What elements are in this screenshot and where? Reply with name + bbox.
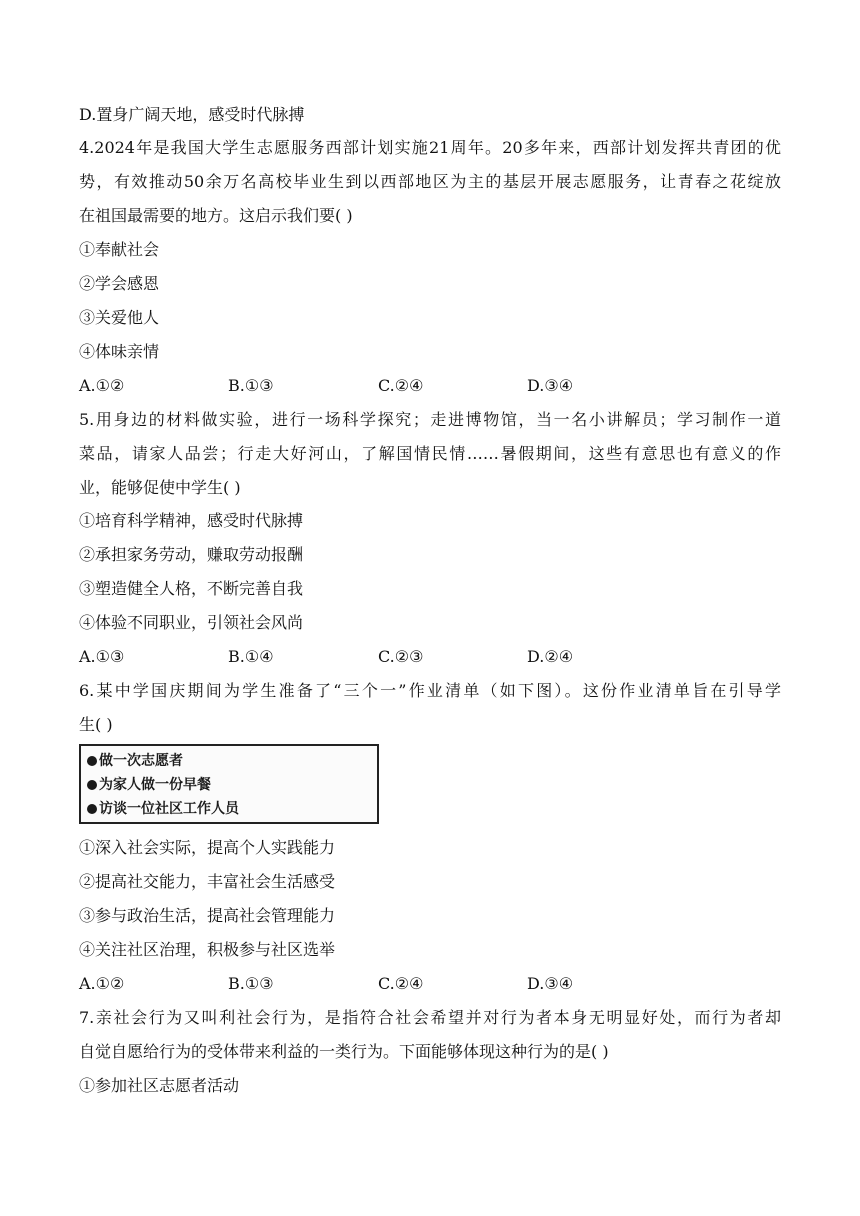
q4-choice-c: C.②④ [378, 376, 424, 395]
q6-item-2: ②提高社交能力，丰富社会生活感受 [79, 872, 336, 891]
q6-stem-line-1: 6.某中学国庆期间为学生准备了“三个一”作业清单（如下图）。这份作业清单旨在引导学 [79, 681, 781, 700]
q5-choice-a: A.①③ [79, 647, 125, 666]
bullet-icon [87, 780, 97, 790]
q4-item-1: ①奉献社会 [79, 240, 160, 259]
q6-choice-a: A.①② [79, 974, 125, 993]
figure-item: 为家人做一份早餐 [87, 776, 211, 794]
q3-option-d: D.置身广阔天地，感受时代脉搏 [79, 105, 305, 124]
homework-list-figure [79, 744, 379, 824]
q5-stem-line-3: 业，能够促使中学生( ) [79, 478, 241, 497]
bullet-icon [87, 804, 97, 814]
q6-choice-d: D.③④ [527, 974, 574, 993]
q5-item-3: ③塑造健全人格，不断完善自我 [79, 579, 304, 598]
q4-choice-b: B.①③ [228, 376, 274, 395]
q6-item-1: ①深入社会实际，提高个人实践能力 [79, 838, 336, 857]
q4-choice-a: A.①② [79, 376, 125, 395]
q6-item-4: ④关注社区治理，积极参与社区选举 [79, 940, 336, 959]
q7-stem-line-2: 自觉自愿给行为的受体带来利益的一类行为。下面能够体现这种行为的是( ) [79, 1042, 609, 1061]
bullet-icon [87, 756, 97, 766]
q4-stem-line-3: 在祖国最需要的地方。这启示我们要( ) [79, 206, 353, 225]
q6-stem-line-2: 生( ) [79, 715, 113, 734]
q4-stem-line-2: 势，有效推动50余万名高校毕业生到以西部地区为主的基层开展志愿服务，让青春之花绽放 [79, 172, 781, 191]
q5-choice-b: B.①④ [228, 647, 274, 666]
q5-stem-line-1: 5.用身边的材料做实验，进行一场科学探究；走进博物馆，当一名小讲解员；学习制作一道 [79, 410, 781, 429]
q4-item-4: ④体味亲情 [79, 342, 160, 361]
q6-item-3: ③参与政治生活，提高社会管理能力 [79, 906, 336, 925]
q5-choice-c: C.②③ [378, 647, 424, 666]
q5-item-1: ①培育科学精神，感受时代脉搏 [79, 511, 304, 530]
q7-item-1: ①参加社区志愿者活动 [79, 1076, 240, 1095]
q4-choice-d: D.③④ [527, 376, 574, 395]
q5-item-4: ④体验不同职业，引领社会风尚 [79, 613, 304, 632]
q4-item-2: ②学会感恩 [79, 274, 160, 293]
q4-stem-line-1: 4.2024年是我国大学生志愿服务西部计划实施21周年。20多年来，西部计划发挥共青团的优 [79, 138, 781, 157]
q5-choice-d: D.②④ [527, 647, 574, 666]
figure-item: 做一次志愿者 [87, 752, 183, 770]
q4-item-3: ③关爱他人 [79, 308, 160, 327]
q5-stem-line-2: 菜品，请家人品尝；行走大好河山，了解国情民情……暑假期间，这些有意思也有意义的作 [79, 444, 781, 463]
q6-choice-b: B.①③ [228, 974, 274, 993]
figure-item: 访谈一位社区工作人员 [87, 800, 239, 818]
q6-choice-c: C.②④ [378, 974, 424, 993]
q7-stem-line-1: 7.亲社会行为又叫利社会行为，是指符合社会希望并对行为者本身无明显好处，而行为者却 [79, 1008, 781, 1027]
q5-item-2: ②承担家务劳动，赚取劳动报酬 [79, 545, 304, 564]
